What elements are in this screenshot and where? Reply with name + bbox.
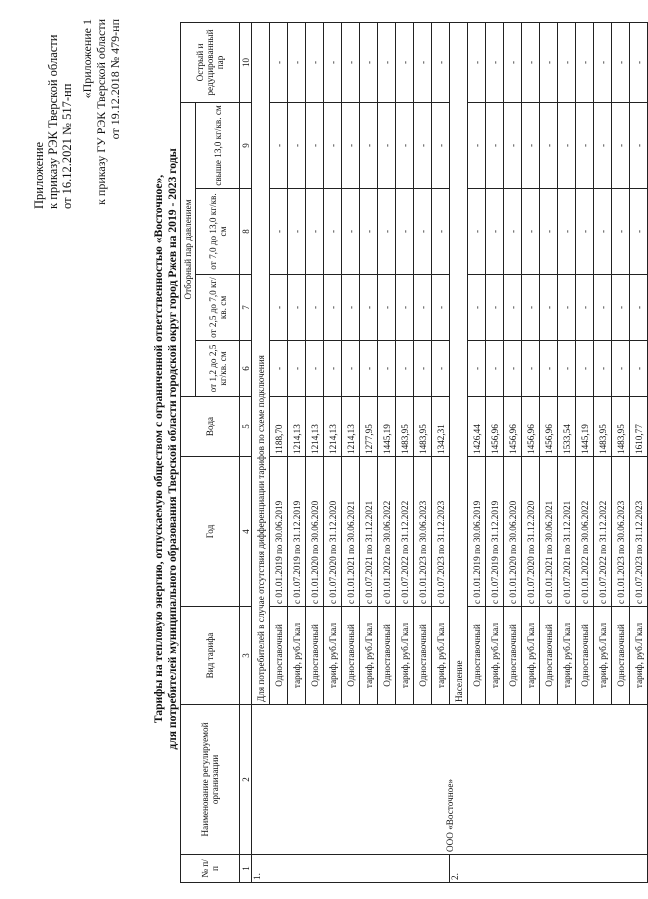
empty-value-cell: - — [270, 275, 288, 341]
water-tariff-cell: 1426,44 — [468, 397, 486, 457]
tariff-type-cell: тариф, руб./Гкал — [396, 607, 414, 705]
empty-value-cell: - — [378, 275, 396, 341]
empty-value-cell: - — [288, 103, 306, 189]
water-tariff-cell: 1277,95 — [360, 397, 378, 457]
water-tariff-cell: 1483,95 — [414, 397, 432, 457]
empty-value-cell: - — [594, 103, 612, 189]
period-cell: с 01.07.2019 по 31.12.2019 — [486, 457, 504, 607]
water-tariff-cell: 1610,77 — [630, 397, 648, 457]
empty-value-cell: - — [630, 341, 648, 397]
empty-value-cell: - — [630, 189, 648, 275]
tariff-type-cell: Одноставочный — [504, 607, 522, 705]
annex-line-3: от 19.12.2018 № 479-нп — [108, 19, 122, 140]
header-org: Наименование регулируемой организации — [181, 705, 240, 855]
empty-value-cell: - — [522, 103, 540, 189]
tariff-type-cell: тариф, руб./Гкал — [558, 607, 576, 705]
period-cell: с 01.07.2020 по 31.12.2020 — [522, 457, 540, 607]
empty-value-cell: - — [504, 189, 522, 275]
empty-value-cell: - — [288, 341, 306, 397]
period-cell: с 01.01.2021 по 30.06.2021 — [342, 457, 360, 607]
empty-value-cell: - — [468, 189, 486, 275]
empty-value-cell: - — [342, 103, 360, 189]
water-tariff-cell: 1456,96 — [540, 397, 558, 457]
empty-value-cell: - — [630, 275, 648, 341]
empty-value-cell: - — [432, 189, 450, 275]
water-tariff-cell: 1445,19 — [576, 397, 594, 457]
empty-value-cell: - — [594, 275, 612, 341]
header-no: № п/п — [181, 855, 240, 883]
empty-value-cell: - — [630, 23, 648, 103]
empty-value-cell: - — [558, 341, 576, 397]
header-tariff-type: Вид тарифа — [181, 607, 240, 705]
empty-value-cell: - — [306, 189, 324, 275]
empty-value-cell: - — [396, 341, 414, 397]
period-cell: с 01.07.2023 по 31.12.2023 — [432, 457, 450, 607]
empty-value-cell: - — [576, 189, 594, 275]
empty-value-cell: - — [378, 189, 396, 275]
period-cell: с 01.01.2022 по 30.06.2022 — [576, 457, 594, 607]
empty-value-cell: - — [558, 275, 576, 341]
empty-value-cell: - — [324, 275, 342, 341]
period-cell: с 01.07.2023 по 31.12.2023 — [630, 457, 648, 607]
empty-value-cell: - — [558, 189, 576, 275]
empty-value-cell: - — [630, 103, 648, 189]
header-water: Вода — [181, 397, 240, 457]
empty-value-cell: - — [540, 189, 558, 275]
tariff-type-cell: Одноставочный — [576, 607, 594, 705]
empty-value-cell: - — [540, 103, 558, 189]
empty-value-cell: - — [342, 189, 360, 275]
document-title — [152, 59, 179, 839]
empty-value-cell: - — [522, 275, 540, 341]
empty-value-cell: - — [414, 103, 432, 189]
tariff-type-cell: тариф, руб./Гкал — [432, 607, 450, 705]
empty-value-cell: - — [486, 189, 504, 275]
empty-value-cell: - — [378, 341, 396, 397]
empty-value-cell: - — [288, 189, 306, 275]
empty-value-cell: - — [576, 23, 594, 103]
tariff-type-cell: тариф, руб./Гкал — [594, 607, 612, 705]
period-cell: с 01.01.2019 по 30.06.2019 — [270, 457, 288, 607]
empty-value-cell: - — [486, 23, 504, 103]
tariff-table — [180, 22, 648, 883]
header-steam-group: Отборный пар давлением — [181, 103, 196, 397]
empty-value-cell: - — [486, 275, 504, 341]
water-tariff-cell: 1342,31 — [432, 397, 450, 457]
empty-value-cell: - — [558, 23, 576, 103]
col-number: 2 — [240, 705, 252, 855]
period-cell: с 01.01.2023 по 30.06.2023 — [414, 457, 432, 607]
period-cell: с 01.07.2020 по 31.12.2020 — [324, 457, 342, 607]
col-number: 5 — [240, 397, 252, 457]
water-tariff-cell: 1483,95 — [612, 397, 630, 457]
empty-value-cell: - — [270, 189, 288, 275]
period-cell: с 01.01.2022 по 30.06.2022 — [378, 457, 396, 607]
tariff-type-cell: Одноставочный — [342, 607, 360, 705]
col-number: 8 — [240, 189, 252, 275]
empty-value-cell: - — [522, 341, 540, 397]
empty-value-cell: - — [396, 103, 414, 189]
empty-value-cell: - — [540, 341, 558, 397]
empty-value-cell: - — [306, 341, 324, 397]
empty-value-cell: - — [522, 23, 540, 103]
tariff-type-cell: Одноставочный — [270, 607, 288, 705]
empty-value-cell: - — [504, 341, 522, 397]
col-number: 9 — [240, 103, 252, 189]
section-number: 2. — [450, 855, 648, 883]
empty-value-cell: - — [468, 103, 486, 189]
empty-value-cell: - — [576, 341, 594, 397]
period-cell: с 01.01.2021 по 30.06.2021 — [540, 457, 558, 607]
empty-value-cell: - — [414, 23, 432, 103]
empty-value-cell: - — [576, 275, 594, 341]
empty-value-cell: - — [324, 341, 342, 397]
section-title: Население — [450, 23, 468, 705]
empty-value-cell: - — [270, 23, 288, 103]
empty-value-cell: - — [486, 341, 504, 397]
tariff-type-cell: тариф, руб./Гкал — [630, 607, 648, 705]
empty-value-cell: - — [270, 103, 288, 189]
empty-value-cell: - — [306, 103, 324, 189]
section-number: 1. — [252, 855, 450, 883]
approval-header — [32, 19, 74, 209]
empty-value-cell: - — [468, 275, 486, 341]
empty-value-cell: - — [342, 341, 360, 397]
water-tariff-cell: 1483,95 — [396, 397, 414, 457]
col-number: 3 — [240, 607, 252, 705]
empty-value-cell: - — [360, 103, 378, 189]
column-number-row — [240, 23, 252, 883]
title-line-1: Тарифы на тепловую энергию, отпускаемую обществом с ограниченной ответственностью «Восточное», — [152, 174, 165, 724]
header-row-1 — [181, 23, 196, 883]
empty-value-cell: - — [594, 341, 612, 397]
tariff-type-cell: Одноставочный — [612, 607, 630, 705]
water-tariff-cell: 1445,19 — [378, 397, 396, 457]
water-tariff-cell: 1456,96 — [486, 397, 504, 457]
empty-value-cell: - — [504, 23, 522, 103]
empty-value-cell: - — [468, 23, 486, 103]
empty-value-cell: - — [522, 189, 540, 275]
empty-value-cell: - — [432, 275, 450, 341]
section-row — [252, 23, 270, 883]
empty-value-cell: - — [396, 23, 414, 103]
annex-header — [80, 19, 122, 249]
empty-value-cell: - — [306, 23, 324, 103]
empty-value-cell: - — [342, 275, 360, 341]
empty-value-cell: - — [540, 23, 558, 103]
empty-value-cell: - — [324, 103, 342, 189]
tariff-type-cell: тариф, руб./Гкал — [486, 607, 504, 705]
col-number: 6 — [240, 341, 252, 397]
empty-value-cell: - — [612, 275, 630, 341]
approval-line-3: от 16.12.2021 № 517-нп — [60, 83, 74, 209]
empty-value-cell: - — [270, 341, 288, 397]
header-steam-1: от 1,2 до 2,5 кг/кв. см — [196, 341, 240, 397]
tariff-type-cell: Одноставочный — [378, 607, 396, 705]
tariff-type-cell: тариф, руб./Гкал — [324, 607, 342, 705]
empty-value-cell: - — [360, 23, 378, 103]
organization-name: ООО «Восточное» — [252, 705, 648, 855]
water-tariff-cell: 1456,96 — [504, 397, 522, 457]
empty-value-cell: - — [414, 275, 432, 341]
empty-value-cell: - — [288, 275, 306, 341]
empty-value-cell: - — [612, 23, 630, 103]
empty-value-cell: - — [432, 103, 450, 189]
header-sharp-steam: Острый и редуцированный пар — [181, 23, 240, 103]
period-cell: с 01.01.2020 по 30.06.2020 — [306, 457, 324, 607]
empty-value-cell: - — [558, 103, 576, 189]
empty-value-cell: - — [576, 103, 594, 189]
section-title: Для потребителей в случае отсутствия дифференциации тарифов по схеме подключения — [252, 23, 270, 705]
period-cell: с 01.01.2019 по 30.06.2019 — [468, 457, 486, 607]
empty-value-cell: - — [486, 103, 504, 189]
empty-value-cell: - — [414, 189, 432, 275]
tariff-type-cell: тариф, руб./Гкал — [522, 607, 540, 705]
period-cell: с 01.07.2022 по 31.12.2022 — [396, 457, 414, 607]
tariff-type-cell: Одноставочный — [414, 607, 432, 705]
water-tariff-cell: 1214,13 — [288, 397, 306, 457]
approval-line-2: к приказу РЭК Тверской области — [46, 34, 60, 209]
empty-value-cell: - — [324, 23, 342, 103]
empty-value-cell: - — [612, 341, 630, 397]
empty-value-cell: - — [342, 23, 360, 103]
empty-value-cell: - — [396, 275, 414, 341]
empty-value-cell: - — [612, 103, 630, 189]
empty-value-cell: - — [378, 103, 396, 189]
period-cell: с 01.07.2022 по 31.12.2022 — [594, 457, 612, 607]
period-cell: с 01.01.2023 по 30.06.2023 — [612, 457, 630, 607]
water-tariff-cell: 1214,13 — [342, 397, 360, 457]
tariff-type-cell: тариф, руб./Гкал — [288, 607, 306, 705]
empty-value-cell: - — [306, 275, 324, 341]
table-body — [181, 23, 648, 883]
water-tariff-cell: 1188,70 — [270, 397, 288, 457]
empty-value-cell: - — [504, 103, 522, 189]
header-steam-3: от 7,0 до 13,0 кг/кв. см — [196, 189, 240, 275]
tariff-type-cell: Одноставочный — [468, 607, 486, 705]
period-cell: с 01.01.2020 по 30.06.2020 — [504, 457, 522, 607]
header-steam-4: свыше 13,0 кг/кв. см — [196, 103, 240, 189]
col-number: 10 — [240, 23, 252, 103]
empty-value-cell: - — [432, 23, 450, 103]
period-cell: с 01.07.2021 по 31.12.2021 — [360, 457, 378, 607]
empty-value-cell: - — [468, 341, 486, 397]
water-tariff-cell: 1483,95 — [594, 397, 612, 457]
water-tariff-cell: 1456,96 — [522, 397, 540, 457]
empty-value-cell: - — [324, 189, 342, 275]
header-year: Год — [181, 457, 240, 607]
water-tariff-cell: 1214,13 — [324, 397, 342, 457]
empty-value-cell: - — [612, 189, 630, 275]
header-steam-2: от 2,5 до 7,0 кг/кв. см — [196, 275, 240, 341]
water-tariff-cell: 1533,54 — [558, 397, 576, 457]
empty-value-cell: - — [540, 275, 558, 341]
empty-value-cell: - — [414, 341, 432, 397]
annex-line-2: к приказу ГУ РЭК Тверской области — [94, 19, 108, 205]
tariff-type-cell: Одноставочный — [540, 607, 558, 705]
empty-value-cell: - — [360, 341, 378, 397]
title-line-2: для потребителей муниципального образования Тверской области городской округ город Ржев на 2019 - 2023 годы — [165, 148, 179, 750]
empty-value-cell: - — [288, 23, 306, 103]
approval-line-1: Приложение — [32, 141, 46, 209]
empty-value-cell: - — [396, 189, 414, 275]
empty-value-cell: - — [432, 341, 450, 397]
tariff-type-cell: Одноставочный — [306, 607, 324, 705]
period-cell: с 01.07.2019 по 31.12.2019 — [288, 457, 306, 607]
water-tariff-cell: 1214,13 — [306, 397, 324, 457]
col-number: 7 — [240, 275, 252, 341]
empty-value-cell: - — [504, 275, 522, 341]
col-number: 1 — [240, 855, 252, 883]
col-number: 4 — [240, 457, 252, 607]
empty-value-cell: - — [594, 23, 612, 103]
empty-value-cell: - — [360, 275, 378, 341]
period-cell: с 01.07.2021 по 31.12.2021 — [558, 457, 576, 607]
empty-value-cell: - — [378, 23, 396, 103]
empty-value-cell: - — [594, 189, 612, 275]
tariff-type-cell: тариф, руб./Гкал — [360, 607, 378, 705]
annex-line-1: «Приложение 1 — [80, 19, 94, 99]
empty-value-cell: - — [360, 189, 378, 275]
